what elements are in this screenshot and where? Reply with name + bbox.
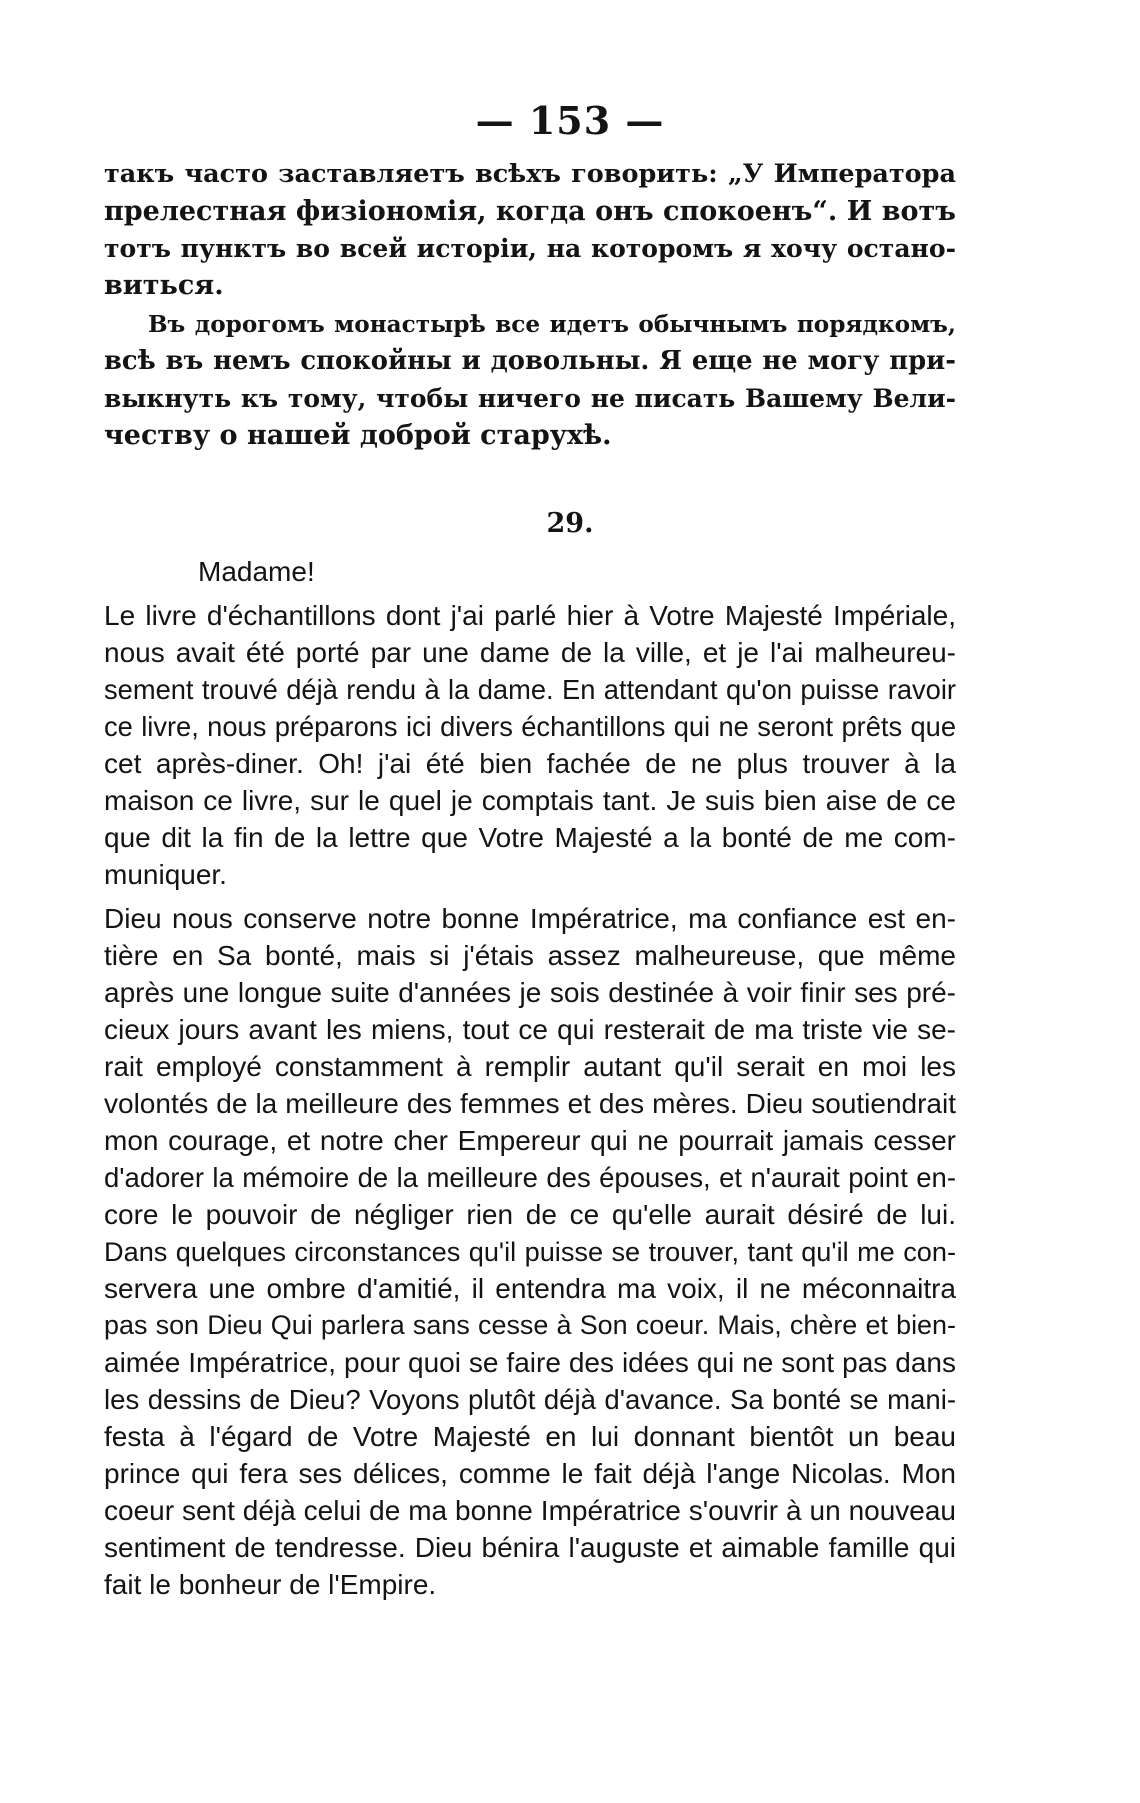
text-line: такъ часто заставляетъ всѣхъ говорить: „У Императора [104, 159, 956, 189]
page-number: — 153 — [475, 98, 665, 143]
text-line: Le livre d'échantillons dont j'ai parlé hier à Votre Majesté Impériale, [104, 600, 956, 631]
french-paragraph-1 [104, 597, 956, 893]
text-line: Dieu nous conserve notre bonne Impératrice, ma confiance est en- [104, 903, 956, 934]
text-line: festa à l'égard de Votre Majesté en lui donnant bientôt un beau [104, 1421, 956, 1452]
french-paragraph-2 [104, 900, 956, 1603]
text-line: cieux jours avant les miens, tout ce qui resterait de ma triste vie se- [104, 1014, 956, 1045]
text-line: sentiment de tendresse. Dieu bénira l'auguste et aimable famille qui [104, 1532, 956, 1563]
text-line: d'adorer la mémoire de la meilleure des épouses, et n'aurait point en- [104, 1162, 956, 1193]
text-line: pas son Dieu Qui parlera sans cesse à Son coeur. Mais, chère et bien- [104, 1310, 956, 1340]
russian-paragraph [104, 306, 956, 454]
text-line: coeur sent déjà celui de ma bonne Impératrice s'ouvrir à un nouveau [104, 1495, 956, 1526]
text-line: fait le bonheur de l'Empire. [104, 1569, 437, 1600]
letter-number: 29. [546, 508, 594, 539]
text-line: core le pouvoir de négliger rien de ce qu'elle aurait désiré de lui. [104, 1199, 956, 1230]
text-line: maison ce livre, sur le quel je comptais tant. Je suis bien aise de ce [104, 785, 956, 816]
text-line: тотъ пунктъ во всей исторіи, на которомъ я хочу остано- [104, 233, 956, 263]
text-line: que dit la fin de la lettre que Votre Majesté a la bonté de me com- [104, 822, 956, 853]
text-line: ce livre, nous préparons ici divers échantillons qui ne seront prêts que [104, 711, 956, 742]
text-line: mon courage, et notre cher Empereur qui ne pourrait jamais cesser [104, 1125, 956, 1156]
text-line: cet après-diner. Oh! j'ai été bien fachée de ne plus trouver à la [104, 748, 956, 779]
text-line: выкнуть къ тому, чтобы ничего не писать Вашему Вели- [104, 384, 956, 413]
text-line: muniquer. [104, 859, 227, 890]
text-line: rait employé constamment à remplir autant qu'il serait en moi les [104, 1051, 956, 1082]
text-line: après une longue suite d'années je sois destinée à voir finir ses pré- [104, 977, 956, 1008]
text-line: Въ дорогомъ монастырѣ все идетъ обычнымъ порядкомъ, [148, 311, 956, 338]
text-line: всѣ въ немъ спокойны и довольны. Я еще не могу при- [104, 346, 956, 376]
text-line: prince qui fera ses délices, comme le fait déjà l'ange Nicolas. Mon [104, 1458, 956, 1489]
text-line: Dans quelques circonstances qu'il puisse se trouver, tant qu'il me con- [104, 1236, 956, 1267]
text-line: честву о нашей доброй старухѣ. [104, 420, 612, 451]
text-line: sement trouvé déjà rendu à la dame. En attendant qu'on puisse ravoir [104, 674, 956, 705]
text-line: tière en Sa bonté, mais si j'étais assez malheureuse, que même [104, 940, 956, 971]
letter-salutation: Madame! [198, 556, 315, 587]
continuation-paragraph [104, 156, 956, 304]
text-line: виться. [104, 270, 224, 301]
text-line: nous avait été porté par une dame de la ville, et je l'ai malheureu- [104, 637, 956, 668]
text-line: volontés de la meilleure des femmes et des mères. Dieu soutiendrait [104, 1088, 956, 1119]
text-line: les dessins de Dieu? Voyons plutôt déjà d'avance. Sa bonté se mani- [104, 1384, 956, 1415]
text-line: aimée Impératrice, pour quoi se faire des idées qui ne sont pas dans [104, 1347, 956, 1378]
text-line: прелестная физіономія, когда онъ спокоенъ“. И вотъ [104, 196, 956, 227]
text-line: servera une ombre d'amitié, il entendra ma voix, il ne méconnaitra [104, 1273, 956, 1304]
